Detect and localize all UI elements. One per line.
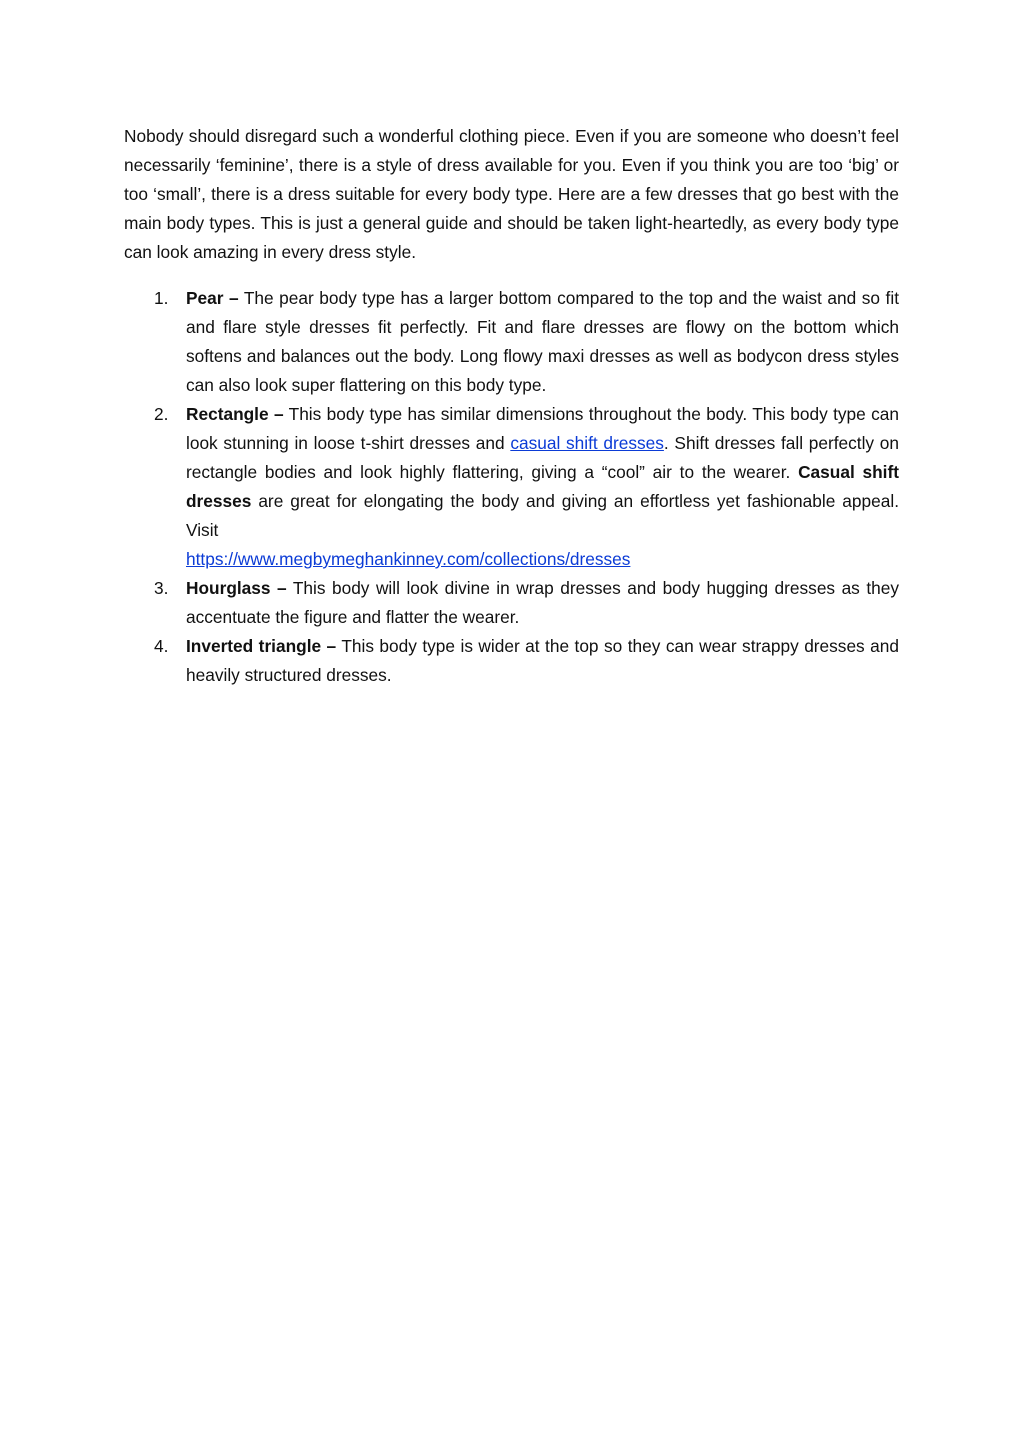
casual-shift-dresses-link[interactable]: casual shift dresses (510, 433, 664, 453)
term-pear: Pear – (186, 288, 239, 308)
pear-description: The pear body type has a larger bottom compared to the top and the waist and so fit and flare style dresses fit perfectly. Fit and flare dresses are flowy on the bottom which softens and balances out the body. Long flowy maxi dresses as well as bodycon dress styles can also look super flattering on this body type. (186, 288, 899, 395)
list-item-rectangle (124, 400, 899, 574)
rectangle-description-c: are great for elongating the body and giving an effortless yet fashionable appeal. Visit (186, 491, 899, 540)
list-item-pear (124, 284, 899, 400)
list-item-hourglass (124, 574, 899, 632)
megbymeghankinney-url-link[interactable]: https://www.megbymeghankinney.com/collections/dresses (186, 549, 631, 569)
intro-paragraph: Nobody should disregard such a wonderful clothing piece. Even if you are someone who doesn’t feel necessarily ‘feminine’, there is a style of dress available for you. Even if you think you are too ‘big’ or too ‘small’, there is a dress suitable for every body type. Here are a few dresses that go best with the main body types. This is just a general guide and should be taken light-heartedly, as every body type can look amazing in every dress style. (124, 126, 899, 262)
casual-shift-dresses-bold: Casual shift dresses (186, 462, 899, 511)
list-item-inverted-triangle (124, 632, 899, 690)
rectangle-description-a: This body type has similar dimensions throughout the body. This body type can look stunning in loose t-shirt dresses and (186, 404, 899, 453)
list-number: 4. (154, 636, 169, 656)
list-number: 1. (154, 288, 169, 308)
term-rectangle: Rectangle – (186, 404, 284, 424)
term-inverted-triangle: Inverted triangle – (186, 636, 337, 656)
rectangle-description-b: . Shift dresses fall perfectly on rectangle bodies and look highly flattering, giving a “cool” air to the wearer. (186, 433, 899, 482)
document-page (124, 122, 899, 690)
body-type-list (124, 284, 899, 690)
inverted-triangle-description: This body type is wider at the top so they can wear strappy dresses and heavily structured dresses. (186, 636, 899, 685)
hourglass-description: This body will look divine in wrap dresses and body hugging dresses as they accentuate the figure and flatter the wearer. (186, 578, 899, 627)
list-number: 3. (154, 578, 169, 598)
list-number: 2. (154, 404, 169, 424)
term-hourglass: Hourglass – (186, 578, 287, 598)
